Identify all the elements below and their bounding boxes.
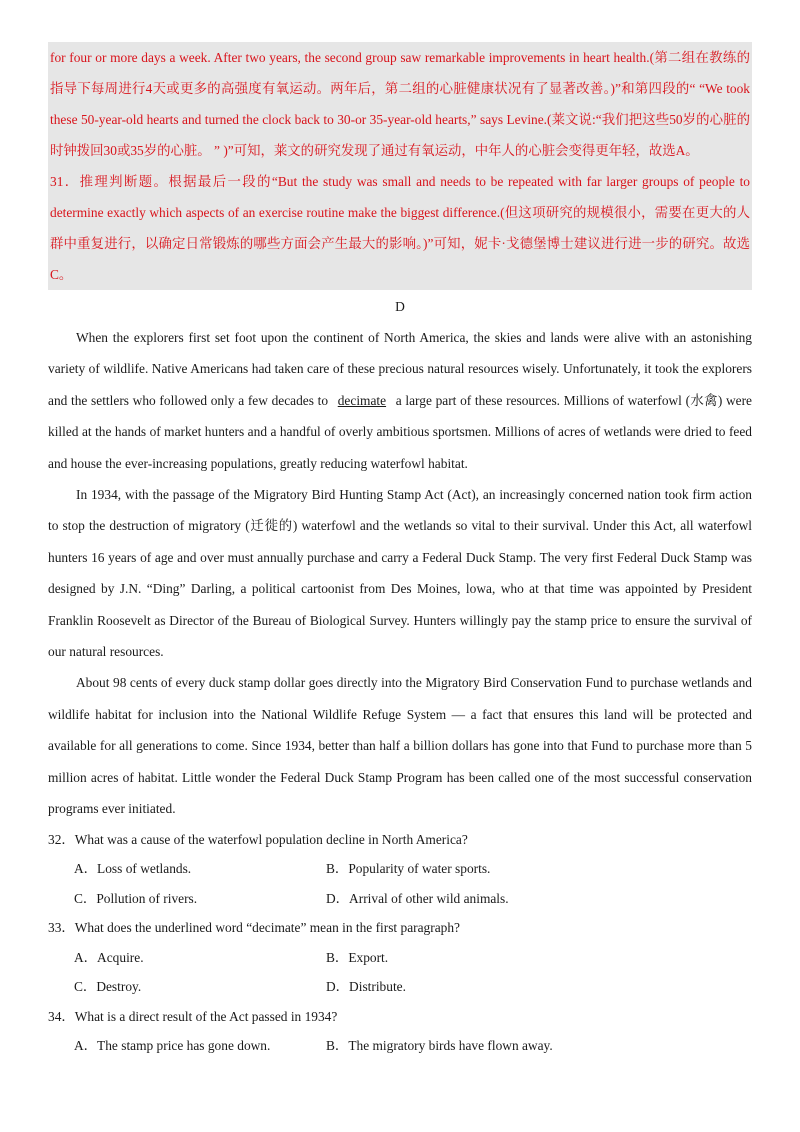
p1-text-after: a large part of these resources. Millions of waterfowl (水禽) were killed at the hands of market hunters and a handful of overly ambitious sportsmen. Millions of acres of wetlands were dried to feed and house the ever-increasing populations, greatly reducing waterfowl habitat. bbox=[48, 392, 752, 471]
question-34 bbox=[48, 1002, 752, 1061]
option-grid bbox=[48, 1031, 752, 1061]
option-c: C．Pollution of rivers. bbox=[74, 890, 198, 906]
question-32 bbox=[48, 825, 752, 914]
option-grid bbox=[48, 854, 752, 913]
option-c: C．Destroy. bbox=[74, 979, 142, 994]
answer-explanation-31: 31．推理判断题。根据最后一段的“But the study was small and needs to be repeated with far larger groups of people to determine exactly which aspects of an exercise routine make the biggest difference.(但这项研究的规模很小，需要在更大的人群中重复进行，以确定日常锻炼的哪些方面会产生最大的影响。)”可知，妮卡·戈德堡博士建议进行进一步的研究。故选C。 bbox=[50, 174, 750, 282]
option-d: D．Arrival of other wild animals. bbox=[326, 890, 509, 906]
answer-explanation-30: for four or more days a week. After two years, the second group saw remarkable improvements in heart health.(第二组在教练的指导下每周进行4天或更多的高强度有氧运动。两年后，第二组的心脏健康状况有了显著改善。)”和第四段的“ “We took these 50-year-old hearts and turned the clock back to 30-or 35-year-old hearts,” says Levine.(莱文说:“我们把这些50岁的心脏的时钟拨回30或35岁的心脏。 ” )”可知，莱文的研究发现了通过有氧运动，中年人的心脏会变得更年轻，故选A。 bbox=[50, 50, 750, 158]
passage-paragraph-3: About 98 cents of every duck stamp dollar goes directly into the Migratory Bird Conservation Fund to purchase wetlands and wildlife habitat for inclusion into the National Wildlife Refuge System — a fact that ensures this land will be protected and available for all generations to come. Since 1934, better than half a billion dollars has gone into that Fund to purchase more than 5 million acres of habitat. Little wonder the Federal Duck Stamp Program has been called one of the most successful conservation programs ever initiated. bbox=[48, 675, 752, 817]
option-b: B．The migratory birds have flown away. bbox=[326, 1038, 553, 1053]
passage-paragraph-1 bbox=[48, 322, 752, 479]
option-a: A．Loss of wetlands. bbox=[74, 861, 192, 876]
question-stem: 34．What is a direct result of the Act passed in 1934? bbox=[48, 1008, 338, 1024]
question-stem: 33．What does the underlined word “decimate” mean in the first paragraph? bbox=[48, 920, 460, 935]
question-stem: 32．What was a cause of the waterfowl population decline in North America? bbox=[48, 831, 468, 847]
question-33 bbox=[48, 913, 752, 1002]
passage-paragraph-2: In 1934, with the passage of the Migratory Bird Hunting Stamp Act (Act), an increasingly concerned nation took firm action to stop the destruction of migratory (迁徙的) waterfowl and the wetlands so vital to their survival. Under this Act, all waterfowl hunters 16 years of age and over must annually purchase and carry a Federal Duck Stamp. The very first Federal Duck Stamp was designed by J.N. “Ding” Darling, a political cartoonist from Des Moines, lowa, who at that time was appointed by President Franklin Roosevelt as Director of the Bureau of Biological Survey. Hunters willingly pay the stamp price to ensure the survival of our natural resources. bbox=[48, 487, 752, 660]
section-title: D bbox=[395, 299, 405, 314]
option-a: A．The stamp price has gone down. bbox=[74, 1038, 271, 1053]
answer-explanation-box bbox=[48, 42, 752, 290]
option-grid bbox=[48, 943, 752, 1002]
p1-text-before: When the explorers first set foot upon the continent of North America, the skies and lands were alive with an astonishing variety of wildlife. Native Americans had taken care of these precious natural resources wisely. Unfortunately, it took the explorers and the settlers who followed only a few decades to bbox=[48, 330, 752, 408]
option-b: B．Export. bbox=[326, 949, 389, 965]
document-page bbox=[48, 42, 752, 1061]
option-d: D．Distribute. bbox=[326, 979, 406, 994]
option-b: B．Popularity of water sports. bbox=[326, 861, 491, 876]
underlined-word: decimate bbox=[337, 392, 387, 408]
option-a: A．Acquire. bbox=[74, 949, 144, 965]
